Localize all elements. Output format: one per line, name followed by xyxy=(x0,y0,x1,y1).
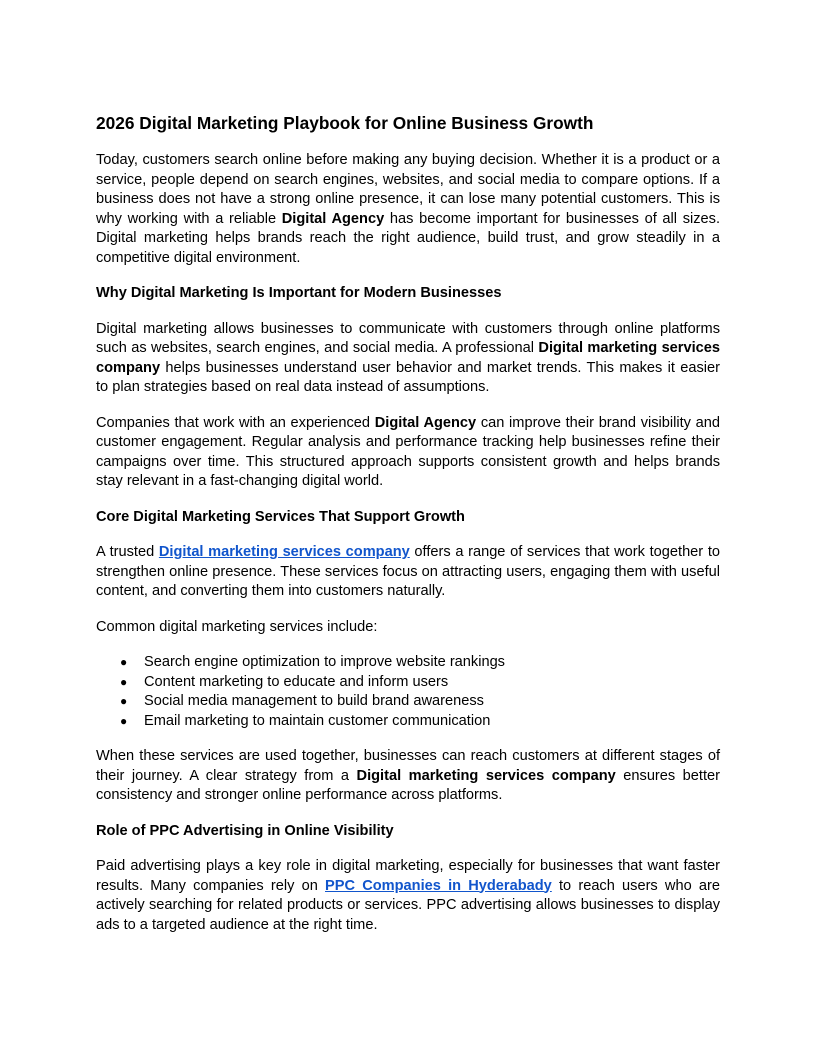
list-item xyxy=(120,653,720,673)
importance-p2-bold: Digital Agency xyxy=(374,414,477,431)
ppc-paragraph-1 xyxy=(96,857,720,935)
list-item-text: Search engine optimization to improve website rankings xyxy=(144,654,505,670)
ppc-companies-hyderabad-link[interactable]: PPC Companies in Hyderabady xyxy=(325,877,552,894)
bullet-icon: ● xyxy=(120,713,128,728)
ppc-p1-text-2: to reach users who are actively searching for related products or services. PPC advertising allows businesses to display ads to a targeted audience at the right time. xyxy=(96,877,720,933)
services-list-intro: Common digital marketing services include: xyxy=(96,618,378,635)
intro-text-1: Today, customers search online before making any buying decision. Whether it is a product or a service, people depend on search engines, websites, and social media to compare options. If a business does not have a strong online presence, it can lose many potential customers. This is why working with a reliable xyxy=(96,152,720,227)
intro-text-2: has become important for businesses of all sizes. Digital marketing helps brands reach the right audience, build trust, and grow steadily in a competitive digital environment. xyxy=(96,210,721,266)
importance-paragraph-2 xyxy=(96,414,720,492)
list-item-text: Content marketing to educate and inform users xyxy=(144,673,449,690)
list-item xyxy=(120,692,720,712)
section-heading-core-services: Core Digital Marketing Services That Support Growth xyxy=(96,508,465,525)
importance-paragraph-1 xyxy=(96,320,720,398)
section-heading-ppc: Role of PPC Advertising in Online Visibility xyxy=(96,822,394,839)
ppc-p1-text-1: Paid advertising plays a key role in digital marketing, especially for businesses that want faster results. Many companies rely on xyxy=(96,858,720,894)
digital-marketing-services-company-link[interactable]: Digital marketing services company xyxy=(158,544,410,560)
list-item-text: Social media management to build brand awareness xyxy=(144,693,484,709)
intro-bold-digital-agency: Digital Agency xyxy=(281,210,385,227)
importance-p2-text-1: Companies that work with an experienced xyxy=(96,414,375,431)
list-item-text: Email marketing to maintain customer communication xyxy=(144,712,491,729)
services-list xyxy=(96,653,720,731)
core-p1-text-2: offers a range of services that work together to strengthen online presence. These services focus on attracting users, engaging them with useful content, and converting them into customers naturally. xyxy=(96,544,721,599)
document-title: 2026 Digital Marketing Playbook for Online Business Growth xyxy=(96,113,594,133)
intro-paragraph xyxy=(96,151,720,268)
core-p1-text-1: A trusted xyxy=(96,544,159,560)
bullet-icon: ● xyxy=(120,674,128,689)
bullet-icon: ● xyxy=(120,694,128,708)
importance-p1-text-2: helps businesses understand user behavior and market trends. This makes it easier to plan strategies based on real data instead of assumptions. xyxy=(96,359,720,395)
document-page xyxy=(96,112,720,951)
importance-p2-text-2: can improve their brand visibility and customer engagement. Regular analysis and performance tracking help businesses refine their campaigns over time. This structured approach supports consistent growth and helps brands stay relevant in a fast-changing digital world. xyxy=(96,414,720,489)
importance-p1-text-1: Digital marketing allows businesses to communicate with customers through online platforms such as websites, search engines, and social media. A professional xyxy=(96,320,720,356)
core-p2-bold: Digital marketing services company xyxy=(356,767,616,784)
core-p2-text-2: ensures better consistency and stronger online performance across platforms. xyxy=(96,767,721,803)
bullet-icon: ● xyxy=(120,655,128,669)
importance-p1-bold: Digital marketing services company xyxy=(96,340,720,376)
section-heading-importance: Why Digital Marketing Is Important for Modern Businesses xyxy=(96,285,502,301)
core-services-paragraph-1 xyxy=(96,543,720,602)
core-services-paragraph-2 xyxy=(96,747,720,806)
list-item xyxy=(120,712,720,732)
core-p2-text-1: When these services are used together, businesses can reach customers at different stages of their journey. A clear strategy from a xyxy=(96,748,720,784)
list-item xyxy=(120,673,720,693)
